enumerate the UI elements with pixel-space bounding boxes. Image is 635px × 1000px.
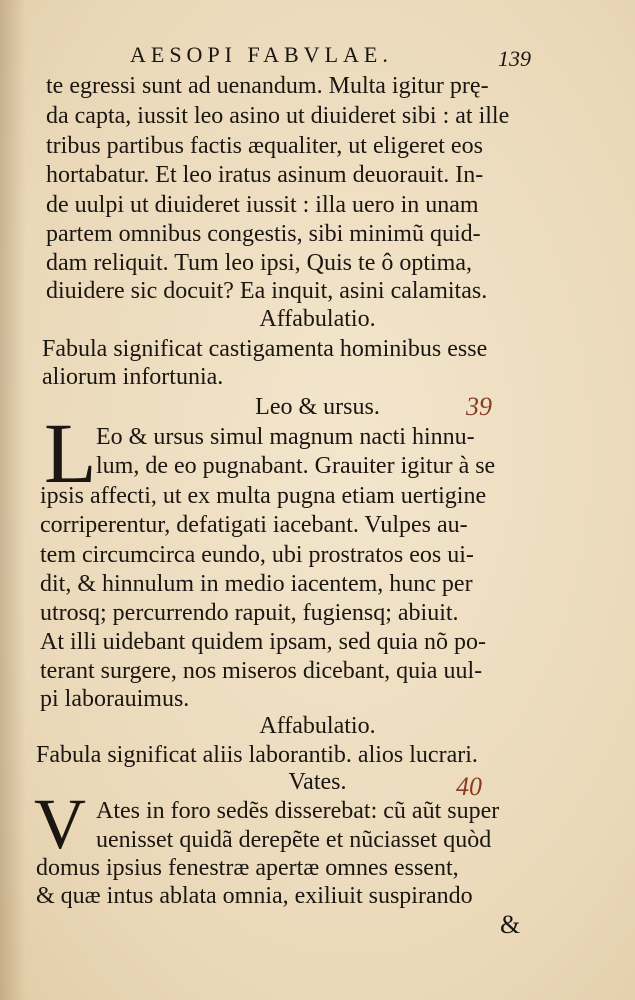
text-line: te egressi sunt ad uenandum. Multa igitur prę- <box>46 73 489 99</box>
text-line: Eo & ursus simul magnum nacti hinnu- <box>96 424 475 450</box>
text-line: de uulpi ut diuideret iussit : illa uero in unam <box>46 192 479 218</box>
text-line: Ates in foro sedẽs disserebat: cũ aũt super <box>96 798 500 824</box>
text-line: lum, de eo pugnabant. Grauiter igitur à se <box>96 453 496 479</box>
text-line: partem omnibus congestis, sibi minimũ quid- <box>46 221 481 247</box>
catchword: & <box>500 910 521 939</box>
text-line: & quæ intus ablata omnia, exiliuit suspirando <box>36 883 473 909</box>
moral-line: aliorum infortunia. <box>42 364 224 390</box>
text-line: terant surgere, nos miseros dicebant, quia uul- <box>40 658 483 684</box>
text-line: corriperentur, defatigati iacebant. Vulpes au- <box>40 512 468 538</box>
text-line: hortabatur. Et leo iratus asinum deuorauit. In- <box>46 162 484 188</box>
drop-cap-initial: V <box>34 784 86 864</box>
fable-title: Vates. <box>288 769 347 795</box>
moral-line: Fabula significat aliis laborantib. alios lucrari. <box>36 742 478 768</box>
text-line: diuidere sic docuit? Ea inquit, asini calamitas. <box>46 278 488 304</box>
text-line: uenisset quidã derepẽte et nũciasset quòd <box>96 827 492 853</box>
text-line: ipsis affecti, ut ex multa pugna etiam uertigine <box>40 483 487 509</box>
moral-heading: Affabulatio. <box>259 306 376 332</box>
fable-title: Leo & ursus. <box>255 394 380 420</box>
manuscript-number: 40 <box>456 772 482 801</box>
folio-number: 139 <box>498 46 531 71</box>
text-line: tem circumcirca eundo, ubi prostratos eos ui- <box>40 542 474 568</box>
text-line: tribus partibus factis æqualiter, ut eligeret eos <box>46 133 483 159</box>
text-line: dam reliquit. Tum leo ipsi, Quis te ô optima, <box>46 250 472 276</box>
text-line: dit, & hinnulum in medio iacentem, hunc per <box>40 571 473 597</box>
text-line: da capta, iussit leo asino ut diuideret sibi : at ille <box>46 103 510 129</box>
drop-cap-initial: L <box>44 405 97 501</box>
text-line: utrosq; percurrendo rapuit, fugiensq; abiuit. <box>40 600 459 626</box>
page-header <box>0 38 635 72</box>
running-title: AESOPI FABVLAE. <box>130 42 393 67</box>
text-line: At illi uidebant quidem ipsam, sed quia nõ po- <box>40 629 486 655</box>
text-line: domus ipsius fenestræ apertæ omnes essent, <box>36 855 459 881</box>
moral-heading: Affabulatio. <box>259 713 376 739</box>
manuscript-number: 39 <box>466 392 492 421</box>
text-line: pi laborauimus. <box>40 686 190 712</box>
moral-line: Fabula significat castigamenta hominibus esse <box>42 336 488 362</box>
